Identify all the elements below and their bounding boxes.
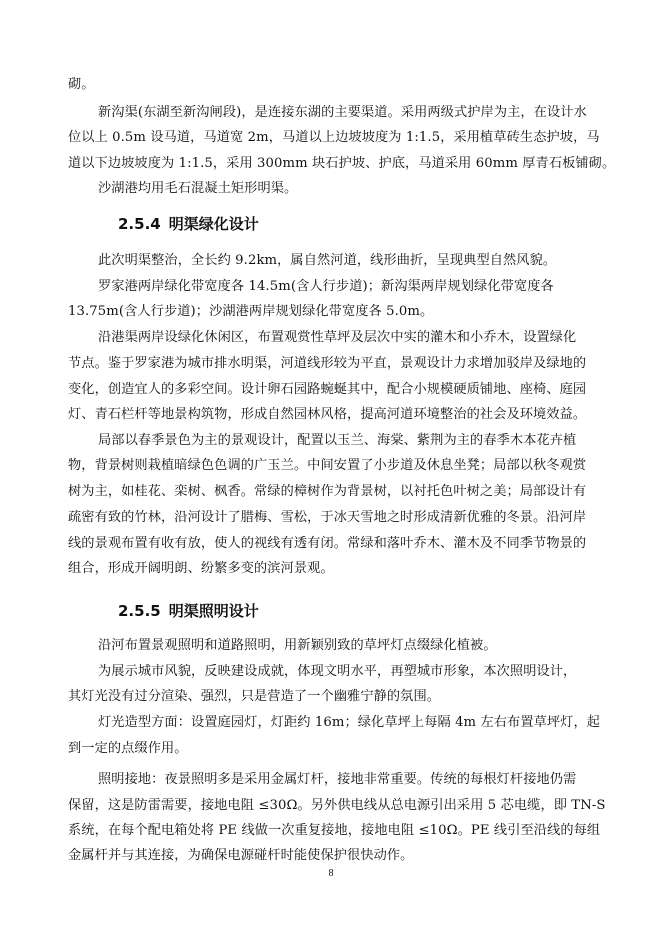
section-number: 2.5.4 bbox=[118, 215, 161, 233]
text-line: 位以上 0.5m 设马道，马道宽 2m，马道以上边坡坡度为 1:1.5，采用植草砖生态护坡，马 bbox=[68, 130, 600, 145]
text-line: 其灯光没有过分渲染、强烈，只是营造了一个幽雅宁静的氛围。 bbox=[68, 689, 441, 704]
text-line: 保留，这是防雷需要，接地电阻 ≤30Ω。另外供电线从总电源引出采用 5 芯电缆，即 TN-S bbox=[68, 798, 606, 813]
text-line: 疏密有致的竹林，沿河设计了腊梅、雪松，于冰天雪地之时形成清新优雅的冬景。沿河岸 bbox=[68, 510, 587, 525]
text-line: 13.75m(含人行步道)；沙湖港两岸规划绿化带宽度各 5.0m。 bbox=[68, 304, 434, 319]
text-line: 罗家港两岸绿化带宽度各 14.5m(含人行步道)；新沟渠两岸规划绿化带宽度各 bbox=[98, 279, 554, 294]
text-line: 道以下边坡坡度为 1:1.5，采用 300mm 块石护坡、护底，马道采用 60mm 厚青石板铺砌。 bbox=[68, 156, 616, 171]
text-line: 砌。 bbox=[68, 77, 95, 92]
page-number: 8 bbox=[328, 868, 334, 879]
text-line: 为展示城市风貌，反映建设成就，体现文明水平，再塑城市形象，本次照明设计， bbox=[98, 664, 577, 679]
section-title: 明渠照明设计 bbox=[168, 602, 259, 620]
text-line: 灯、青石栏杆等地景构筑物，形成自然园林风格，提高河道环境整治的社会及环境效益。 bbox=[68, 407, 587, 422]
text-line: 树为主，如桂花、栾树、枫香。常绿的樟树作为背景树，以衬托色叶树之美；局部设计有 bbox=[68, 484, 587, 499]
text-line: 节点。鉴于罗家港为城市排水明渠，河道线形较为平直，景观设计力求增加驳岸及绿地的 bbox=[68, 356, 587, 371]
text-line: 此次明渠整治，全长约 9.2km，属自然河道，线形曲折，呈现典型自然风貌。 bbox=[98, 253, 557, 268]
text-line: 到一定的点缀作用。 bbox=[68, 741, 188, 756]
section-title: 明渠绿化设计 bbox=[168, 215, 259, 233]
text-line: 系统，在每个配电箱处将 PE 线做一次重复接地，接地电阻 ≤10Ω。PE 线引至沿线的每组 bbox=[68, 823, 601, 838]
text-line: 组合，形成开阔明朗、纷繁多变的滨河景观。 bbox=[68, 561, 334, 576]
text-line: 灯光造型方面：设置庭园灯，灯距约 16m；绿化草坪上每隔 4m 左右布置草坪灯，起 bbox=[98, 715, 601, 730]
text-line: 新沟渠(东湖至新沟闸段)，是连接东湖的主要渠道。采用两级式护岸为主，在设计水 bbox=[98, 105, 587, 120]
text-line: 变化，创造宜人的多彩空间。设计卵石园路蜿蜒其中，配合小规模硬质铺地、座椅、庭园 bbox=[68, 382, 587, 397]
text-line: 照明接地：夜景照明多是采用金属灯杆，接地非常重要。传统的每根灯杆接地仍需 bbox=[98, 772, 577, 787]
section-heading bbox=[118, 213, 259, 234]
text-line: 沿河布置景观照明和道路照明，用新颖别致的草坪灯点缀绿化植被。 bbox=[98, 638, 497, 653]
section-heading bbox=[118, 600, 259, 621]
text-line: 沿港渠两岸设绿化休闲区，布置观赏性草坪及层次中实的灌木和小乔木，设置绿化 bbox=[98, 330, 577, 345]
text-line: 局部以春季景色为主的景观设计，配置以玉兰、海棠、紫荆为主的春季木本花卉植 bbox=[98, 433, 577, 448]
text-line: 金属杆并与其连接，为确保电源碰杆时能使保护很快动作。 bbox=[68, 848, 414, 863]
text-line: 线的景观布置有收有放，使人的视线有透有闭。常绿和落叶乔木、灌木及不同季节物景的 bbox=[68, 536, 587, 551]
text-line: 沙湖港均用毛石混凝土矩形明渠。 bbox=[98, 181, 298, 196]
text-line: 物，背景树则栽植暗绿色色调的广玉兰。中间安置了小步道及休息坐凳；局部以秋冬观赏 bbox=[68, 458, 587, 473]
section-number: 2.5.5 bbox=[118, 602, 161, 620]
